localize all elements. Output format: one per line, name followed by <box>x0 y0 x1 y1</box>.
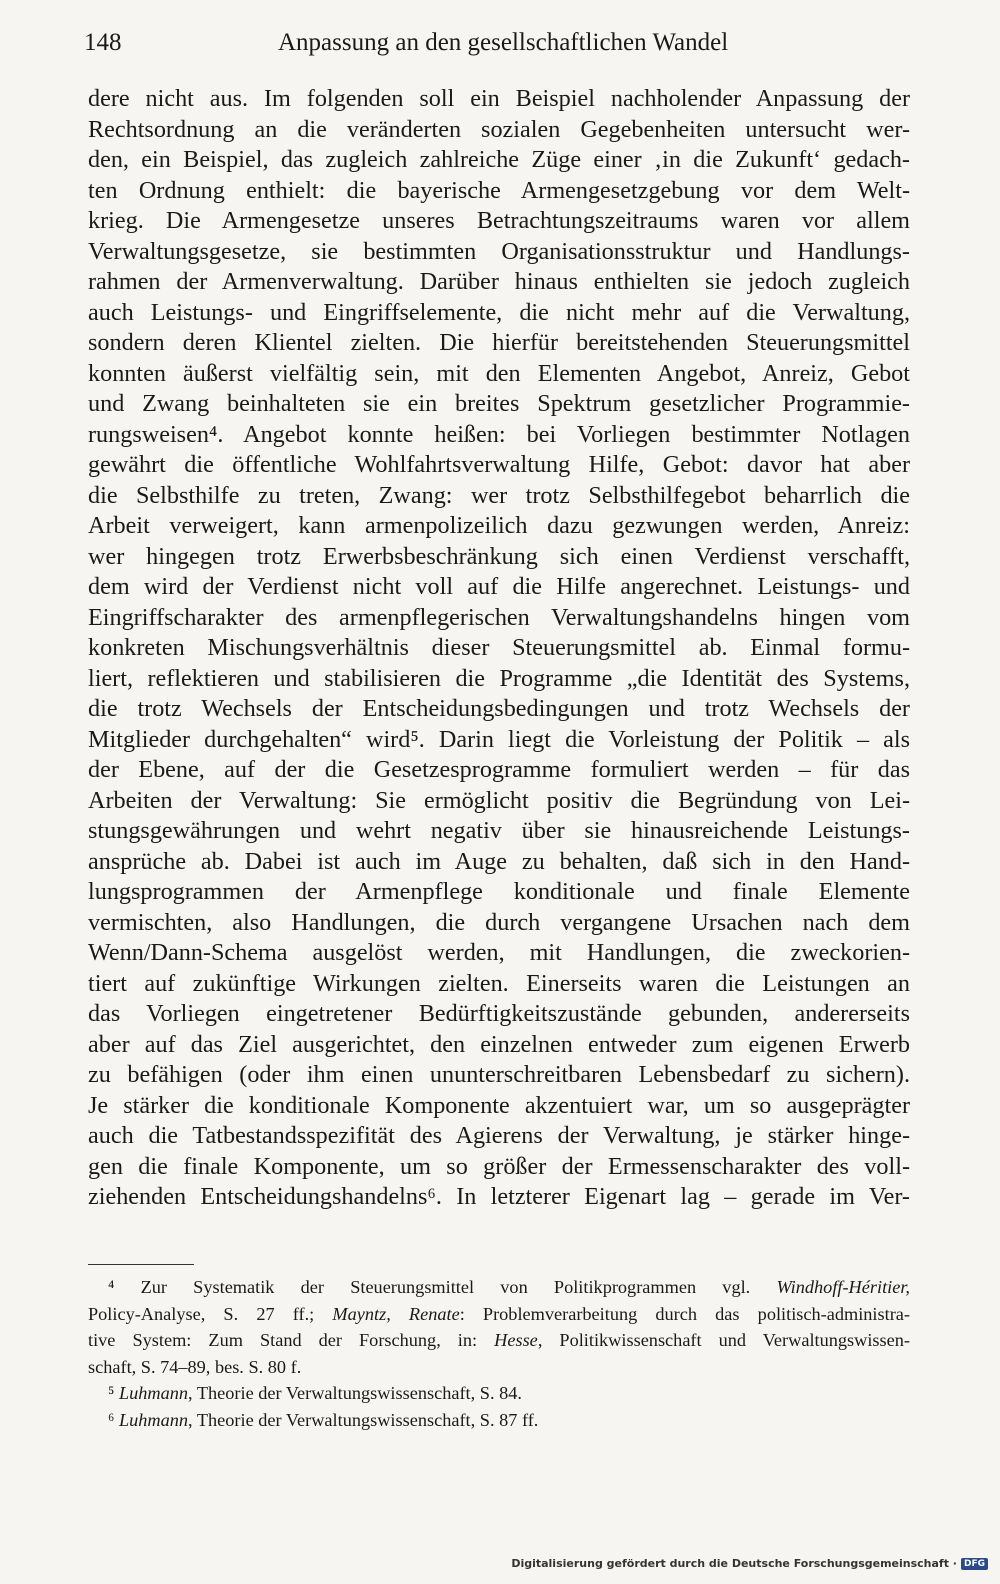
body-line: gen die finale Komponente, um so größer der Ermessenscharakter des voll- <box>88 1152 910 1180</box>
body-line: rungsweisen⁴. Angebot konnte heißen: bei Vorliegen bestimmter Notlagen <box>88 420 910 448</box>
body-line: krieg. Die Armengesetze unseres Betrachtungszeitraums waren vor allem <box>88 207 910 234</box>
digitization-credit <box>511 1557 988 1570</box>
body-line: den, ein Beispiel, das zugleich zahlreiche Züge einer ‚in die Zukunft‘ gedach- <box>88 146 910 173</box>
body-line: Arbeiten der Verwaltung: Sie ermöglicht positiv die Begründung von Lei- <box>88 786 910 814</box>
footnote-author: Hesse <box>494 1330 538 1350</box>
body-line: dere nicht aus. Im folgenden soll ein Beispiel nachholender Anpassung der <box>88 85 910 112</box>
footnote-text: tive System: Zum Stand der Forschung, in: <box>88 1330 495 1350</box>
body-line: zu befähigen (oder ihm einen ununterschreitbaren Lebensbedarf zu sichern). <box>88 1061 910 1088</box>
body-line: Mitglieder durchgehalten“ wird⁵. Darin liegt die Vorleistung der Politik – als <box>88 725 910 753</box>
body-line: ten Ordnung enthielt: die bayerische Armengesetzgebung vor dem Welt- <box>88 176 910 204</box>
body-line: stungsgewährungen und wehrt negativ über sie hinausreichende Leistungs- <box>88 817 910 844</box>
body-line: aber auf das Ziel ausgerichtet, den einzelnen entweder zum eigenen Erwerb <box>88 1030 910 1058</box>
body-line: auch Leistungs- und Eingriffselemente, die nicht mehr auf die Verwaltung, <box>88 298 910 326</box>
body-line: Eingriffscharakter des armenpflegerischen Verwaltungshandelns hingen vom <box>88 603 910 631</box>
running-title: Anpassung an den gesellschaftlichen Wandel <box>278 29 729 56</box>
body-line: dem wird der Verdienst nicht voll auf die Hilfe angerechnet. Leistungs- und <box>88 573 910 600</box>
body-line: konkreten Mischungsverhältnis dieser Steuerungsmittel ab. Einmal formu- <box>88 634 910 661</box>
body-line: ansprüche ab. Dabei ist auch im Auge zu behalten, daß sich in den Hand- <box>88 847 910 875</box>
body-line: sondern deren Klientel zielten. Die hierfür bereitstehenden Steuerungsmittel <box>88 329 910 356</box>
body-line: die Selbsthilfe zu treten, Zwang: wer trotz Selbsthilfegebot beharrlich die <box>88 481 910 509</box>
dfg-logo: DFG <box>961 1558 988 1570</box>
footnote-author: Luhmann <box>118 1383 189 1403</box>
footnote-author: Mayntz, Renate <box>332 1303 460 1324</box>
body-line: das Vorliegen eingetretener Bedürftigkeitszustände gebunden, andererseits <box>88 1000 910 1027</box>
footnote-4-line <box>88 1327 910 1354</box>
body-line: konnten äußerst vielfältig sein, mit den Elementen Angebot, Anreiz, Gebot <box>88 359 910 387</box>
footnote-divider <box>88 1264 194 1265</box>
footnote-text: , Theorie der Verwaltungswissenschaft, S. 87 ff. <box>188 1409 539 1430</box>
body-line: liert, reflektieren und stabilisieren die Programme „die Identität des Systems, <box>88 664 910 692</box>
footnote-text: ⁴ Zur Systematik der Steuerungsmittel von Politikprogrammen vgl. <box>108 1277 777 1297</box>
body-line: Je stärker die konditionale Komponente akzentuiert war, um so ausgeprägter <box>88 1091 910 1119</box>
footnote-marker: ⁶ <box>108 1409 119 1430</box>
footnote-author: Luhmann <box>118 1409 189 1430</box>
body-line: wer hingegen trotz Erwerbsbeschränkung sich einen Verdienst verschafft, <box>88 542 910 570</box>
body-line: rahmen der Armenverwaltung. Darüber hinaus enthielten sie jedoch zugleich <box>88 268 910 295</box>
body-line: der Ebene, auf der die Gesetzesprogramme formuliert werden – für das <box>88 756 910 783</box>
footnote-author: Windhoff-Héritier, <box>776 1277 910 1297</box>
body-line: und Zwang beinhalteten sie ein breites Spektrum gesetzlicher Programmie- <box>88 390 910 417</box>
body-line: Rechtsordnung an die veränderten sozialen Gegebenheiten untersucht wer- <box>88 115 910 143</box>
footnote-4-line: schaft, S. 74–89, bes. S. 80 f. <box>88 1356 302 1377</box>
footnote-text: , Theorie der Verwaltungswissenschaft, S. 84. <box>188 1383 522 1403</box>
body-line: Verwaltungsgesetze, sie bestimmten Organisationsstruktur und Handlungs- <box>88 237 910 265</box>
footnote-marker: ⁵ <box>108 1383 119 1403</box>
footnote-4 <box>88 1274 910 1301</box>
footnote-6 <box>88 1407 910 1434</box>
body-line: vermischten, also Handlungen, die durch vergangene Ursachen nach dem <box>88 908 910 936</box>
footnote-text: , Politikwissenschaft und Verwaltungswissen- <box>537 1330 910 1350</box>
body-line: ziehenden Entscheidungshandelns⁶. In letzterer Eigenart lag – gerade im Ver- <box>88 1183 910 1210</box>
footnote-5 <box>88 1380 910 1407</box>
body-line: auch die Tatbestandsspezifität des Agierens der Verwaltung, je stärker hinge- <box>88 1122 910 1149</box>
body-line: gewährt die öffentliche Wohlfahrtsverwaltung Hilfe, Gebot: davor hat aber <box>88 451 910 478</box>
body-line: lungsprogrammen der Armenpflege konditionale und finale Elemente <box>88 878 910 905</box>
page-number: 148 <box>84 29 122 56</box>
body-text <box>88 84 910 1213</box>
footnote-4-line <box>88 1301 910 1328</box>
body-line: Arbeit verweigert, kann armenpolizeilich dazu gezwungen werden, Anreiz: <box>88 512 910 539</box>
footnotes <box>88 1274 910 1433</box>
footnote-text: : Problemverarbeitung durch das politisch-administra- <box>459 1303 910 1324</box>
footnote-text: Policy-Analyse, S. 27 ff.; <box>88 1303 333 1324</box>
body-line: tiert auf zukünftige Wirkungen zielten. Einerseits waren die Leistungen an <box>88 969 910 997</box>
body-line: die trotz Wechsels der Entscheidungsbedingungen und trotz Wechsels der <box>88 695 910 722</box>
body-line: Wenn/Dann-Schema ausgelöst werden, mit Handlungen, die zweckorien- <box>88 939 910 966</box>
credit-text: Digitalisierung gefördert durch die Deutsche Forschungsgemeinschaft · <box>511 1557 957 1570</box>
